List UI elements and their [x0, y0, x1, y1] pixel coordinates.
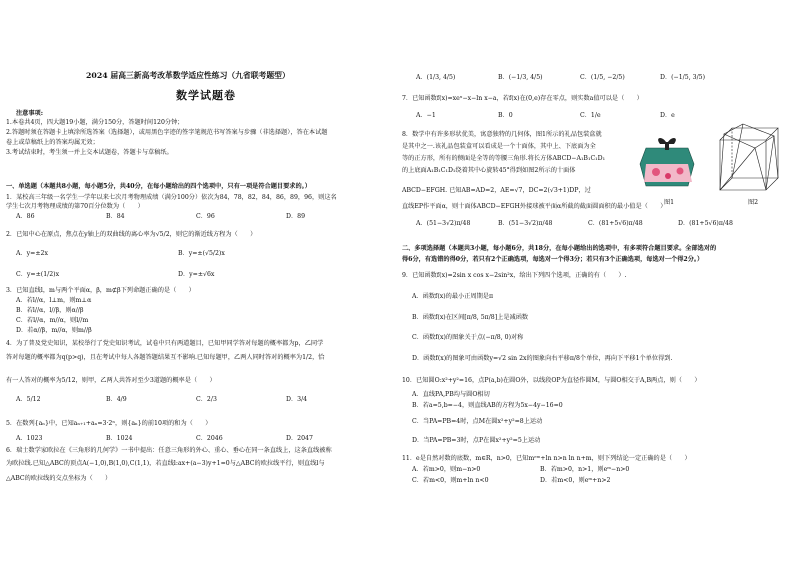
- section2-heading-1: 二、多项选择题（本题共3小题，每小题6分，共18分，在每小题给出的选项中，有多项符合题目要求。全部选对的: [402, 245, 717, 252]
- q4-line2: 答对每题的概率都为q(p>q)，且在考试中每人各题答题结果互不影响.已知每题甲，乙两人同时答对的概率为1/2，恰: [6, 354, 325, 361]
- q6-line1: 6．瑞士数学家欧拉在《三角形的几何学》一书中提出：任意三角形的外心、重心、垂心在同一条直线上，这条直线被称: [6, 447, 332, 454]
- q8-option-b: B．(51−3√2)π/48: [498, 220, 553, 227]
- q4-option-b: B．4/9: [106, 396, 127, 403]
- q6-line2: 为欧拉线.已知△ABC的顶点A(−1,0),B(1,0),C(1,1)，若直线l:ax+(a−3)y+1=0与△ABC的欧拉线平行，则直线l与: [6, 460, 325, 467]
- q8-option-c: C．(81+5√6)π/48: [588, 220, 643, 227]
- q9-line1: 9．已知函数f(x)=2sin x cos x−2sin²x，给出下列四个选项，正确的有（ ）.: [402, 272, 627, 279]
- q7-line1: 7．已知函数f(x)=xeˣ−x−ln x−a，若f(x)在(0,e)存在零点，则实数a值可以是（ ）: [402, 95, 643, 102]
- q6-line3: △ABC的欧拉线的交点坐标为（ ）: [6, 475, 112, 482]
- q1-line1: 1．某校高三年级一名学生一学年以来七次月考物理成绩（满分100分）依次为84，78，82，84，86，89，96，则这名: [6, 194, 337, 201]
- notes-line-4: 3.考试结束时，考生须一并上交本试题卷，答题卡与草稿纸。: [6, 149, 173, 156]
- q6-option-b: B．(−1/3, 4/5): [498, 74, 543, 81]
- q2-option-d: D．y=±√6x: [178, 271, 215, 278]
- section2-heading-2: 得6分，有选错的得0分，若只有2个正确选项，每选对一个得3分；若只有3个正确选项，每选对一个得2分。）: [402, 256, 704, 263]
- q2-option-c: C．y=±(1/2)x: [16, 271, 60, 278]
- figure1-caption: 图1: [664, 199, 675, 206]
- q1-line2: 学生七次月考物理成绩的第70百分位数为（ ）: [6, 203, 144, 210]
- q11-option-b: B．若m>0，n>1，则eᵐ−n>0: [540, 466, 630, 473]
- q3-line1: 3．已知直线l，m与两个平面α，β，m⊄β下列命题正确的是（ ）: [6, 287, 195, 294]
- q5-option-d: D．2047: [286, 435, 313, 442]
- q5-option-b: B．1024: [106, 435, 133, 442]
- notes-line-1: 1.本卷共4页，四大题19小题，满分150分，答题时间120分钟；: [6, 119, 184, 126]
- q7-option-c: C．1/e: [580, 112, 601, 119]
- notes-line-3: 卷上或草稿纸上的答案均属无效；: [6, 139, 99, 146]
- q10-option-c: C．当PA=PB=4时，点M在圆x²+y²=8上运动: [412, 418, 543, 425]
- q3-option-a: A．若l//α，l⊥m，则m⊥α: [16, 297, 92, 304]
- q6-option-c: C．(1/5, −2/5): [580, 74, 625, 81]
- q9-option-b: B．函数f(x)在区间[π/8, 5π/8]上是减函数: [412, 314, 529, 321]
- exam-subtitle: 数学试题卷: [176, 89, 236, 102]
- q8-option-a: A．(51−3√2)π/48: [416, 220, 471, 227]
- q6-option-d: D．(−1/5, 3/5): [660, 74, 706, 81]
- section1-heading: 一、单选题（本题共8小题，每小题5分，共40分，在每小题给出的四个选项中，只有一项是符合题目要求的。）: [6, 183, 311, 190]
- q2-option-a: A．y=±2x: [16, 250, 48, 257]
- q4-line3: 有一人答对的概率为5/12，则甲，乙两人共答对至少3道题的概率是（ ）: [6, 377, 216, 384]
- q5-option-c: C．2046: [196, 435, 223, 442]
- q4-line1: 4．为了普及党史知识，某校举行了党史知识考试，试卷中只有两道题目，已知甲同学答对每题的概率都为p，乙同学: [6, 340, 324, 347]
- q8-line5: ABCD−EFGH. 已知AB=AD=2，AE=√7，DC=2(√3+1)DP，过: [402, 187, 591, 194]
- q10-option-b: B．若a=5,b=−4，则直线AB的方程为5x−4y−16=0: [412, 402, 563, 409]
- q11-option-d: D．若m<0，则eᵐ+n>2: [540, 477, 611, 484]
- q2-line1: 2．已知中心在原点，焦点在y轴上的双曲线的离心率为√5/2，则它的渐近线方程为（ ）: [6, 231, 257, 238]
- q5-option-a: A．1023: [16, 435, 43, 442]
- q1-option-a: A．86: [16, 213, 35, 220]
- decahedron-figure: [708, 120, 788, 200]
- q6-option-a: A．(1/3, 4/5): [416, 74, 456, 81]
- q10-option-a: A．直线PA,PB均与圆O相切: [412, 391, 490, 398]
- q7-option-b: B．0: [498, 112, 513, 119]
- q9-option-d: D．函数f(x)的图象可由函数y=√2 sin 2x的图象向右平移π/8个单位，再向下平移1个单位得到.: [412, 355, 673, 362]
- q5-line1: 5．在数列{aₙ}中，已知aₙ₊₁+aₙ=3·2ⁿ，则{aₙ}的前10项的和为（ ）: [6, 420, 212, 427]
- notes-heading: 注意事项:: [16, 110, 44, 117]
- q4-option-d: D．3/4: [286, 396, 308, 403]
- q8-line1: 8．数学中有许多形状优美，寓意独特的几何体，图1所示的礼品包装盒就: [402, 131, 602, 138]
- q2-option-b: B．y=±(√5/2)x: [178, 250, 225, 257]
- q11-option-a: A．若m>0，则m−n>0: [412, 466, 481, 473]
- q4-option-a: A．5/12: [16, 396, 41, 403]
- q3-option-d: D．若α//β，m//α，则m//β: [16, 327, 92, 334]
- q8-line4: 的上底面A₁B₁C₁D₁绕着其中心旋转45°得到如图2所示的十面体: [402, 167, 576, 174]
- q7-option-a: A．−1: [416, 112, 436, 119]
- q4-option-c: C．2/3: [196, 396, 217, 403]
- q1-option-d: D．89: [286, 213, 306, 220]
- q1-option-c: C．96: [196, 213, 215, 220]
- q10-line1: 10．已知圆O:x²+y²=16，点P(a,b)在圆O外，以线段OP为直径作圆M，与圆O相交于A,B两点，则（ ）: [402, 377, 701, 384]
- q8-line6: 直线EP作平面α，则十面体ABCD−EFGH外接球被平面α所截的截面圆面积的最小值是（ ）: [402, 203, 667, 210]
- notes-line-2: 2.答题时须在答题卡上填涂所选答案（选择题），或用黑色字迹的签字笔规范书写答案与步骤（非选择题），答在本试题: [6, 129, 328, 136]
- q1-option-b: B．84: [106, 213, 125, 220]
- q11-option-c: C．若m<0，则m+ln n<0: [412, 477, 489, 484]
- q10-option-d: D．当PA=PB=3时，点P在圆x²+y²=5上运动: [412, 437, 541, 444]
- figure2-caption: 图2: [748, 199, 759, 206]
- q3-option-b: B．若l//α，l//β，则α//β: [16, 307, 84, 314]
- q9-option-a: A．函数f(x)的最小正周期是π: [412, 293, 494, 300]
- q8-option-d: D．(81+5√6)π/48: [678, 220, 733, 227]
- q7-option-d: D．e: [660, 112, 675, 119]
- q8-line3: 等的正方形，所有的侧面是全等的等腰三角形.将长方体ABCD−A₁B₁C₁D₁: [402, 155, 606, 162]
- exam-title: 2024 届高三新高考改革数学适应性练习（九省联考题型）: [86, 71, 290, 80]
- q3-option-c: C．若l//α，m//α，则l//m: [16, 317, 89, 324]
- q11-line1: 11．e是自然对数的底数，m∈R，n>0，已知mᵉᵐ+ln n>n ln n+m，则下列结论一定正确的是（ ）: [402, 455, 691, 462]
- q8-line2: 是其中之一.该礼品包装盒可以看成是一个十面体，其中上、下底面为全: [402, 143, 596, 150]
- q9-option-c: C．函数f(x)的图象关于点(−π/8, 0)对称: [412, 334, 524, 341]
- gift-box-figure: [636, 134, 698, 198]
